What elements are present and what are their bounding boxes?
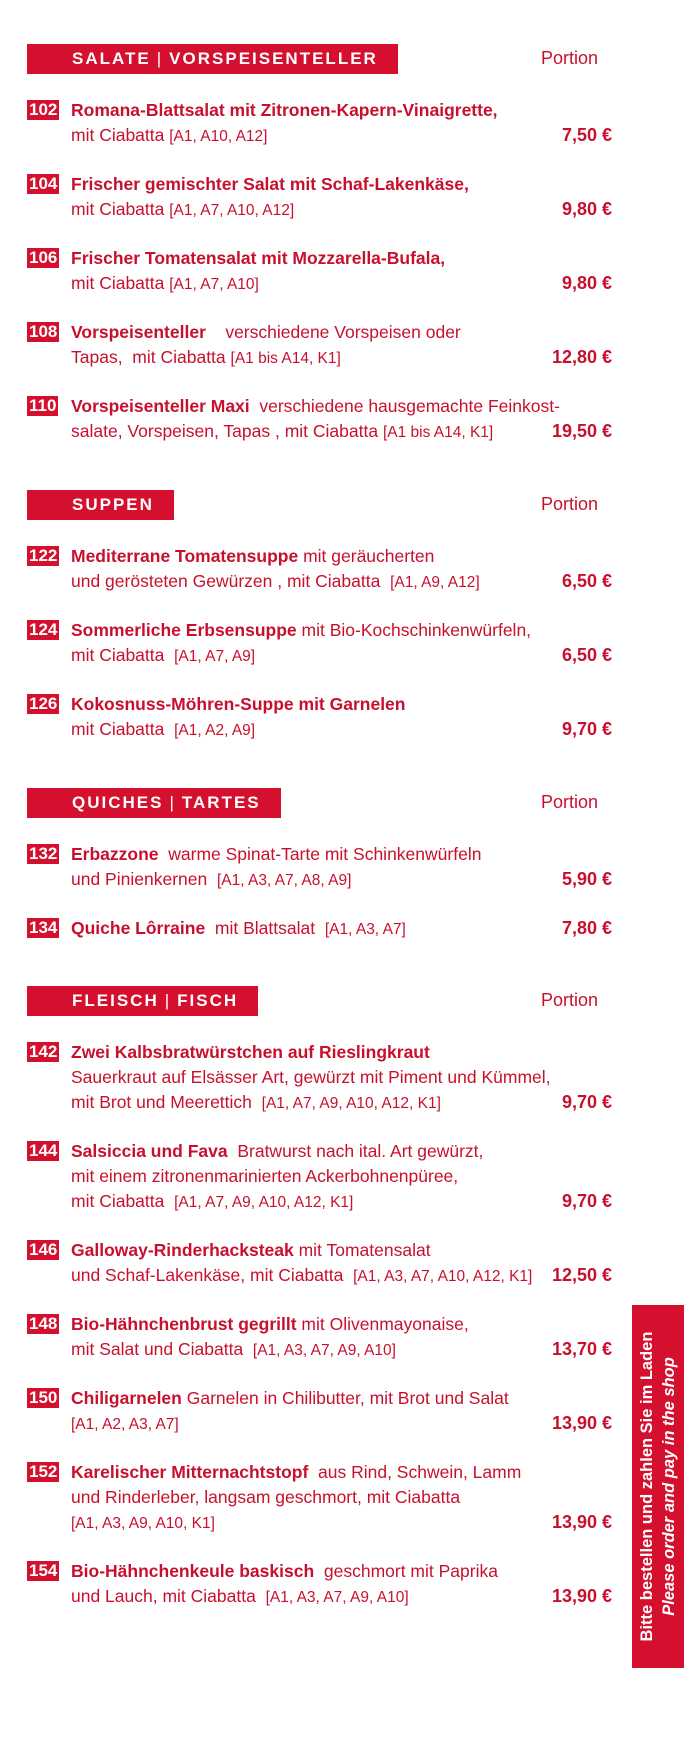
portion-label: Portion bbox=[541, 48, 599, 68]
item-price: 13,90 € bbox=[551, 1586, 612, 1606]
item-number: 110 bbox=[29, 396, 57, 415]
section-header-suppen bbox=[27, 490, 174, 520]
item-name: Vorspeisenteller bbox=[71, 322, 206, 342]
item-allergens: [A1, A3, A7, A9, A10] bbox=[265, 1589, 409, 1606]
section-subtitle: FISCH bbox=[177, 991, 239, 1010]
item-number: 134 bbox=[29, 918, 58, 937]
item-desc: mit Blattsalat bbox=[205, 918, 325, 938]
item-desc: geschmort mit Paprika bbox=[314, 1561, 498, 1581]
item-desc: Garnelen in Chilibutter, mit Brot und Salat bbox=[181, 1388, 509, 1408]
item-price: 6,50 € bbox=[561, 645, 612, 665]
section-title: FLEISCH bbox=[72, 991, 159, 1010]
item-price: 5,90 € bbox=[561, 869, 612, 889]
item-allergens: [A1, A7, A10, A12] bbox=[169, 202, 295, 219]
item-desc-line2: mit einem zitronenmarinierten Ackerbohnenpüree, bbox=[71, 1166, 459, 1186]
item-desc: mit Bio-Kochschinkenwürfeln, bbox=[296, 620, 532, 640]
item-price: 12,80 € bbox=[551, 347, 612, 367]
section-title: QUICHES bbox=[72, 793, 164, 812]
item-allergens: [A1, A7, A9, A10, A12, K1] bbox=[174, 1194, 354, 1211]
item-desc: mit Ciabatta bbox=[71, 199, 170, 219]
item-desc-line2: und gerösteten Gewürzen , mit Ciabatta bbox=[71, 571, 391, 591]
item-name: Salsiccia und Fava bbox=[71, 1141, 228, 1161]
item-allergens: [A1, A3, A7, A10, A12, K1] bbox=[353, 1268, 533, 1285]
item-desc: mit geräucherten bbox=[298, 546, 435, 566]
section-header-fleisch bbox=[27, 986, 258, 1016]
title-separator: | bbox=[164, 991, 172, 1010]
section-title-bar bbox=[27, 490, 174, 520]
item-allergens: [A1, A2, A3, A7] bbox=[71, 1416, 179, 1433]
item-number: 152 bbox=[29, 1462, 58, 1481]
item-price: 9,80 € bbox=[561, 273, 612, 293]
item-number: 106 bbox=[29, 248, 58, 267]
item-desc: mit Tomatensalat bbox=[293, 1240, 431, 1260]
side-banner-line1: Bitte bestellen und zahlen Sie im Laden bbox=[638, 1331, 656, 1642]
item-desc: warme Spinat-Tarte mit Schinkenwürfeln bbox=[158, 844, 482, 864]
item-desc-line2: und Lauch, mit Ciabatta bbox=[71, 1586, 266, 1606]
item-price: 7,80 € bbox=[561, 918, 612, 938]
item-allergens: [A1, A9, A12] bbox=[390, 574, 480, 591]
item-allergens: [A1, A10, A12] bbox=[169, 128, 268, 145]
section-title-bar bbox=[27, 788, 281, 818]
item-price: 9,70 € bbox=[561, 1191, 612, 1211]
item-desc: mit Ciabatta bbox=[71, 125, 170, 145]
item-price: 6,50 € bbox=[561, 571, 612, 591]
item-name: Kokosnuss-Möhren-Suppe mit Garnelen bbox=[71, 694, 406, 714]
item-name: Quiche Lôrraine bbox=[71, 918, 206, 938]
item-allergens: [A1, A3, A9, A10, K1] bbox=[71, 1515, 215, 1532]
item-number: 132 bbox=[29, 844, 58, 863]
item-desc-line2: Tapas, mit Ciabatta bbox=[71, 347, 231, 367]
item-allergens: [A1, A3, A7] bbox=[324, 921, 406, 938]
item-number: 142 bbox=[29, 1042, 58, 1061]
item-number: 146 bbox=[29, 1240, 58, 1259]
item-allergens: [A1, A7, A10] bbox=[169, 276, 259, 293]
item-desc: mit Olivenmayonaise, bbox=[296, 1314, 469, 1334]
item-allergens: [A1 bis A14, K1] bbox=[230, 350, 341, 367]
item-desc-line3: mit Ciabatta bbox=[71, 1191, 175, 1211]
item-name: Chiligarnelen bbox=[71, 1388, 182, 1408]
item-name: Bio-Hähnchenkeule baskisch bbox=[71, 1561, 315, 1581]
section-subtitle: VORSPEISENTELLER bbox=[169, 49, 378, 68]
item-price: 13,70 € bbox=[551, 1339, 612, 1359]
item-price: 12,50 € bbox=[551, 1265, 612, 1285]
item-allergens: [A1 bis A14, K1] bbox=[382, 424, 494, 441]
section-header-quiches bbox=[27, 788, 281, 818]
item-allergens: [A1, A7, A9, A10, A12, K1] bbox=[261, 1095, 441, 1112]
item-price: 7,50 € bbox=[561, 125, 612, 145]
item-price: 9,70 € bbox=[561, 719, 612, 739]
item-number: 154 bbox=[29, 1561, 58, 1580]
item-name: Romana-Blattsalat mit Zitronen-Kapern-Vinaigrette, bbox=[71, 100, 498, 120]
item-number: 104 bbox=[29, 174, 58, 193]
item-desc-line2: und Pinienkernen bbox=[71, 869, 217, 889]
section-subtitle: TARTES bbox=[181, 793, 261, 812]
item-price: 13,90 € bbox=[551, 1413, 612, 1433]
item-number: 108 bbox=[29, 322, 58, 341]
item-number: 144 bbox=[29, 1141, 58, 1160]
item-allergens: [A1, A7, A9] bbox=[174, 648, 256, 665]
portion-label: Portion bbox=[541, 494, 599, 514]
item-allergens: [A1, A3, A7, A8, A9] bbox=[216, 872, 352, 889]
item-desc-line2: Sauerkraut auf Elsässer Art, gewürzt mit Piment und Kümmel, bbox=[71, 1067, 551, 1087]
section-title-bar bbox=[27, 986, 258, 1016]
item-desc: Bratwurst nach ital. Art gewürzt, bbox=[227, 1141, 484, 1161]
item-price: 13,90 € bbox=[551, 1512, 612, 1532]
item-name: Erbazzone bbox=[71, 844, 159, 864]
item-name: Frischer Tomatensalat mit Mozzarella-Bufala, bbox=[71, 248, 446, 268]
item-desc-line3: mit Brot und Meerettich bbox=[71, 1092, 262, 1112]
item-price: 9,70 € bbox=[561, 1092, 612, 1112]
section-title: SUPPEN bbox=[72, 495, 154, 514]
item-name: Frischer gemischter Salat mit Schaf-Lakenkäse, bbox=[71, 174, 469, 194]
item-desc-line2: mit Salat und Ciabatta bbox=[71, 1339, 253, 1359]
item-desc: aus Rind, Schwein, Lamm bbox=[308, 1462, 522, 1482]
item-desc-line2: mit Ciabatta bbox=[71, 645, 175, 665]
item-name: Vorspeisenteller Maxi bbox=[71, 396, 250, 416]
title-separator: | bbox=[169, 793, 176, 812]
item-price: 19,50 € bbox=[551, 421, 612, 441]
item-price: 9,80 € bbox=[561, 199, 612, 219]
item-allergens: [A1, A2, A9] bbox=[174, 722, 256, 739]
item-name: Bio-Hähnchenbrust gegrillt bbox=[71, 1314, 297, 1334]
item-desc: verschiedene Vorspeisen oder bbox=[205, 322, 461, 342]
item-desc-line2: und Rinderleber, langsam geschmort, mit Ciabatta bbox=[71, 1487, 461, 1507]
item-number: 148 bbox=[29, 1314, 58, 1333]
side-banner bbox=[632, 1305, 684, 1668]
item-name: Galloway-Rinderhacksteak bbox=[71, 1240, 294, 1260]
item-desc: mit Ciabatta bbox=[71, 273, 170, 293]
item-name: Karelischer Mitternachtstopf bbox=[71, 1462, 309, 1482]
section-title: SALATE bbox=[72, 49, 151, 68]
item-desc-line2: salate, Vorspeisen, Tapas , mit Ciabatta bbox=[71, 421, 383, 441]
item-number: 122 bbox=[29, 546, 58, 565]
portion-label: Portion bbox=[541, 990, 599, 1010]
portion-label: Portion bbox=[541, 792, 599, 812]
section-header-salate bbox=[27, 44, 398, 74]
item-name: Mediterrane Tomatensuppe bbox=[71, 546, 299, 566]
side-banner-line2: Please order and pay in the shop bbox=[660, 1357, 678, 1616]
item-allergens: [A1, A3, A7, A9, A10] bbox=[252, 1342, 396, 1359]
section-title-bar bbox=[27, 44, 398, 74]
item-number: 102 bbox=[29, 100, 58, 119]
item-name: Sommerliche Erbsensuppe bbox=[71, 620, 297, 640]
item-number: 150 bbox=[29, 1388, 58, 1407]
item-desc: verschiedene hausgemachte Feinkost- bbox=[249, 396, 560, 416]
item-desc-line2: mit Ciabatta bbox=[71, 719, 175, 739]
item-number: 126 bbox=[29, 694, 58, 713]
item-desc-line2: und Schaf-Lakenkäse, mit Ciabatta bbox=[71, 1265, 354, 1285]
item-name: Zwei Kalbsbratwürstchen auf Rieslingkraut bbox=[71, 1042, 430, 1062]
title-separator: | bbox=[156, 49, 164, 68]
side-banner-text bbox=[632, 1305, 684, 1668]
item-number: 124 bbox=[29, 620, 58, 639]
